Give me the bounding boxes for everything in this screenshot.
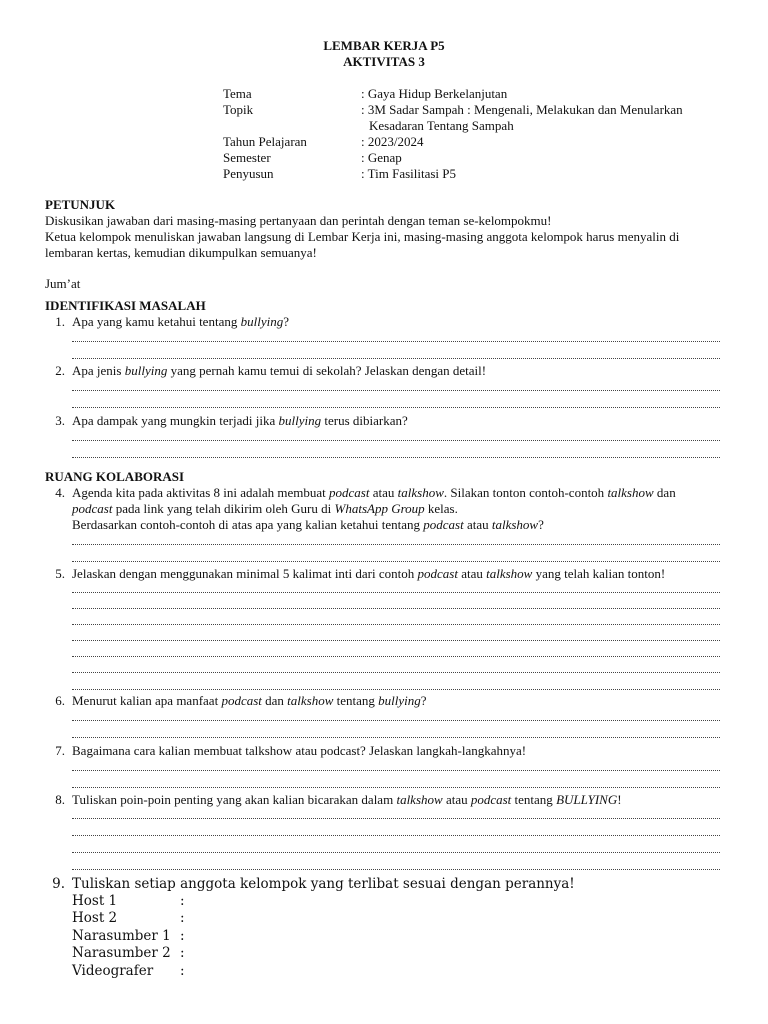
- meta-value: [361, 102, 723, 134]
- meta-key: Semester: [223, 150, 271, 165]
- meta-key: Penyusun: [223, 166, 274, 181]
- role-name: Host 2: [72, 910, 118, 927]
- title-line-1: LEMBAR KERJA P5: [323, 38, 445, 53]
- meta-row-semester: [223, 150, 723, 166]
- question-text: Jelaskan dengan menggunakan minimal 5 kalimat inti dari contoh podcast atau talkshow yang telah kalian tonton!: [72, 566, 666, 581]
- question-number: 4.: [55, 485, 65, 500]
- role-row-videografer: [72, 963, 185, 980]
- answer-line[interactable]: [72, 592, 720, 593]
- role-name: Narasumber 1: [72, 927, 171, 944]
- answer-line[interactable]: [72, 390, 720, 391]
- question-number: 1.: [55, 314, 65, 329]
- role-colon[interactable]: :: [180, 945, 185, 962]
- meta-row-tahun: [223, 134, 723, 150]
- question-number: 2.: [55, 363, 65, 378]
- role-row-narasumber-2: [72, 945, 185, 962]
- meta-key: Tema: [223, 86, 252, 101]
- meta-row-topik: [223, 102, 723, 134]
- answer-line[interactable]: [72, 770, 720, 771]
- answer-line[interactable]: [72, 608, 720, 609]
- answer-line[interactable]: [72, 835, 720, 836]
- question-number: 6.: [55, 693, 65, 708]
- question-number: 5.: [55, 566, 65, 581]
- question-number: 8.: [55, 792, 65, 807]
- answer-line[interactable]: [72, 787, 720, 788]
- role-name: Host 1: [72, 893, 118, 909]
- answer-line[interactable]: [72, 341, 720, 342]
- answer-line[interactable]: [72, 561, 720, 562]
- answer-line[interactable]: [72, 358, 720, 359]
- meta-key: Tahun Pelajaran: [223, 134, 307, 149]
- meta-row-penyusun: [223, 166, 723, 182]
- answer-line[interactable]: [72, 672, 720, 673]
- answer-line[interactable]: [72, 440, 720, 441]
- question-text: Tuliskan poin-poin penting yang akan kalian bicarakan dalam talkshow atau podcast tentang BULLYING!: [72, 792, 622, 807]
- question-text: Menurut kalian apa manfaat podcast dan talkshow tentang bullying?: [72, 693, 427, 708]
- answer-line[interactable]: [72, 457, 720, 458]
- meta-value-line: : 3M Sadar Sampah : Mengenali, Melakukan dan Menularkan: [361, 102, 683, 117]
- role-row-narasumber-1: [72, 928, 185, 945]
- question-text: Apa jenis bullying yang pernah kamu temui di sekolah? Jelaskan dengan detail!: [72, 363, 487, 378]
- petunjuk-line: Diskusikan jawaban dari masing-masing pertanyaan dan perintah dengan teman se-kelompokmu!: [45, 213, 552, 228]
- answer-line[interactable]: [72, 689, 720, 690]
- petunjuk-line: Ketua kelompok menuliskan jawaban langsung di Lembar Kerja ini, masing-masing anggota kelompok harus menyalin di: [45, 229, 680, 244]
- section-heading-kolaborasi: RUANG KOLABORASI: [45, 469, 185, 484]
- answer-line[interactable]: [72, 656, 720, 657]
- section-heading-identifikasi: IDENTIFIKASI MASALAH: [45, 298, 206, 313]
- answer-line[interactable]: [72, 818, 720, 819]
- meta-value-continuation: Kesadaran Tentang Sampah: [369, 118, 514, 133]
- petunjuk-heading: PETUNJUK: [45, 197, 116, 212]
- role-colon[interactable]: :: [180, 962, 185, 979]
- roles-list: [72, 893, 185, 980]
- answer-line[interactable]: [72, 737, 720, 738]
- question-text: Agenda kita pada aktivitas 8 ini adalah membuat podcast atau talkshow. Silakan tonton contoh-contoh talkshow dan podcast pada link yang telah dikirim oleh Guru di WhatsApp Group kelas. Berdasarkan contoh-contoh di atas apa yang kalian ketahui tentang podcast atau talkshow?: [72, 485, 676, 532]
- worksheet-title: [0, 38, 768, 70]
- meta-key: Topik: [223, 102, 254, 117]
- meta-value: : 2023/2024: [361, 134, 424, 149]
- question-text: Apa yang kamu ketahui tentang bullying?: [72, 314, 289, 329]
- answer-line[interactable]: [72, 640, 720, 641]
- answer-line[interactable]: [72, 852, 720, 853]
- meta-value: : Gaya Hidup Berkelanjutan: [361, 86, 508, 101]
- role-colon[interactable]: :: [180, 893, 185, 909]
- role-name: Videografer: [72, 962, 154, 979]
- role-name: Narasumber 2: [72, 945, 171, 962]
- answer-line[interactable]: [72, 720, 720, 721]
- role-colon[interactable]: :: [180, 910, 185, 927]
- role-row-host-2: [72, 910, 185, 927]
- answer-line[interactable]: [72, 624, 720, 625]
- question-text: Apa dampak yang mungkin terjadi jika bullying terus dibiarkan?: [72, 413, 408, 428]
- title-line-2: AKTIVITAS 3: [343, 54, 425, 69]
- meta-value: : Tim Fasilitasi P5: [361, 166, 457, 181]
- petunjuk-line: lembaran kertas, kemudian dikumpulkan semuanya!: [45, 245, 317, 260]
- question-number: 9.: [52, 876, 65, 892]
- question-number: 3.: [55, 413, 65, 428]
- answer-line[interactable]: [72, 407, 720, 408]
- question-number: 7.: [55, 743, 65, 758]
- meta-row-tema: [223, 86, 723, 102]
- meta-table: [223, 86, 723, 182]
- answer-line[interactable]: [72, 869, 720, 870]
- day-label: Jum’at: [45, 276, 81, 291]
- question-text: Tuliskan setiap anggota kelompok yang terlibat sesuai dengan perannya!: [72, 876, 575, 892]
- role-row-host-1: [72, 893, 185, 910]
- question-text: Bagaimana cara kalian membuat talkshow atau podcast? Jelaskan langkah-langkahnya!: [72, 743, 527, 758]
- role-colon[interactable]: :: [180, 927, 185, 944]
- answer-line[interactable]: [72, 544, 720, 545]
- meta-value: : Genap: [361, 150, 402, 165]
